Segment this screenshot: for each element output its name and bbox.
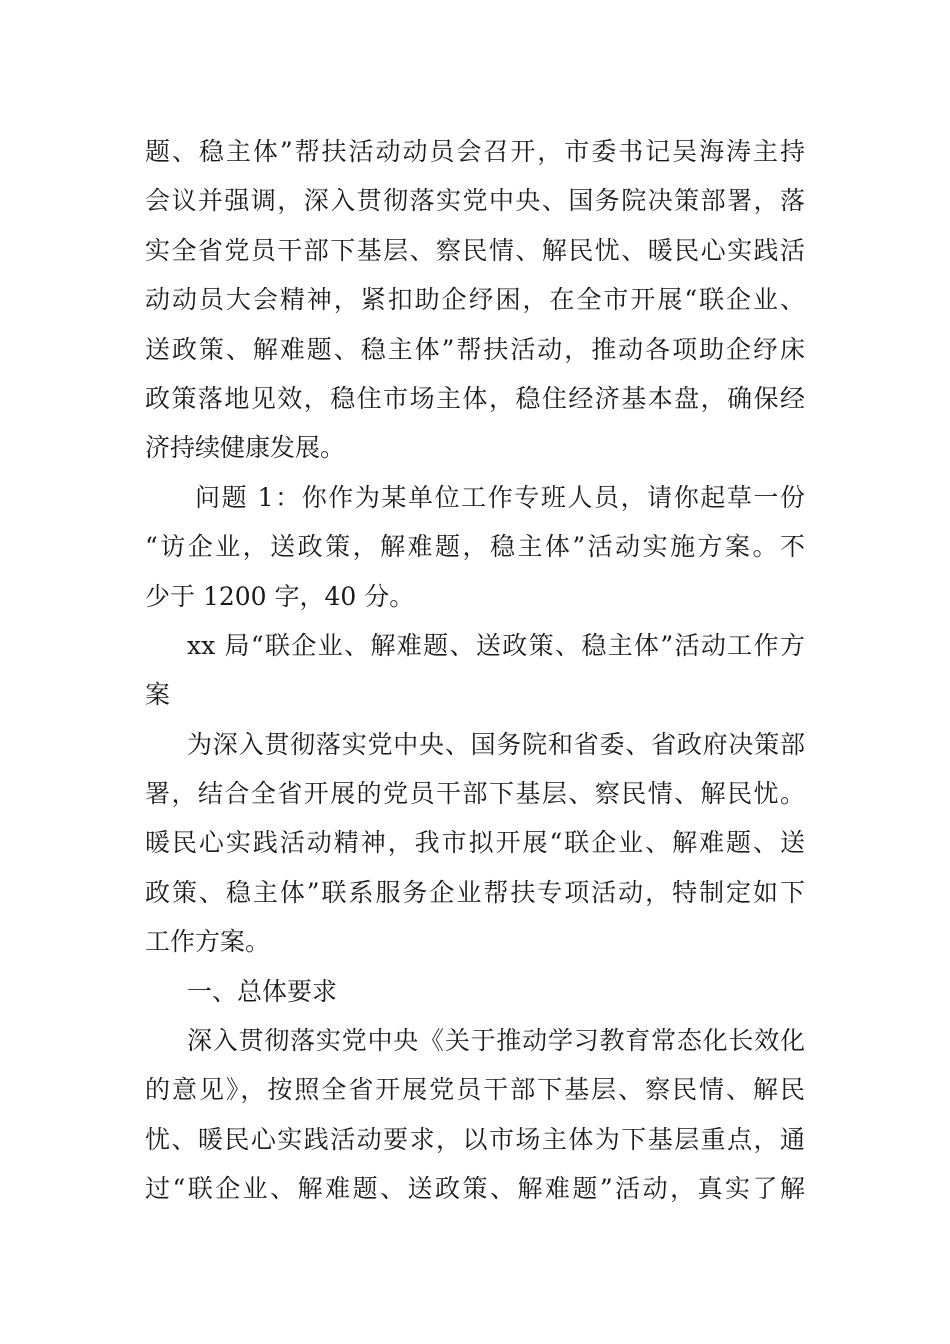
paragraph-general-requirements [145, 1016, 805, 1214]
text-line: 题、稳主体”帮扶活动动员会召开，市委书记吴海涛主持 [145, 137, 805, 166]
text-line: 问题 1：你作为某单位工作专班人员，请你起草一份 [195, 482, 805, 512]
text-line: 过“联企业、解难题、送政策、解难题”活动，真实了解 [145, 1174, 805, 1204]
section-heading-general-requirements [145, 967, 805, 1016]
text-line: 案 [145, 680, 171, 710]
document-page [145, 127, 805, 1214]
text-line: 济持续健康发展。 [145, 433, 346, 463]
text-line: 为深入贯彻落实党中央、国务院和省委、省政府决策部 [187, 729, 805, 759]
paragraph-preamble [145, 720, 805, 967]
text-line: 送政策、解难题、稳主体”帮扶活动，推动各项助企纾床 [145, 334, 805, 364]
text-line: xx 局“联企业、解难题、送政策、稳主体”活动工作方 [187, 630, 805, 660]
text-line: 署，结合全省开展的党员干部下基层、察民情、解民忧。 [145, 779, 805, 809]
text-line: 工作方案。 [145, 927, 271, 957]
text-line: 深入贯彻落实党中央《关于推动学习教育常态化长效化 [187, 1026, 805, 1056]
text-line: 政策落地见效，稳住市场主体，稳住经济基本盘，确保经 [145, 383, 805, 413]
paragraph-intro [145, 127, 805, 473]
text-line: 实全省党员干部下基层、察民情、解民忧、暖民心实践活 [145, 235, 805, 265]
text-line: 忧、暖民心实践活动要求，以市场主体为下基层重点，通 [145, 1124, 805, 1154]
text-line: 动动员大会精神，紧扣助企纾困，在全市开展“联企业、 [145, 285, 805, 315]
text-line: 一、总体要求 [187, 976, 338, 1006]
text-line: “访企业，送政策，解难题，稳主体”活动实施方案。不 [145, 532, 805, 562]
text-line: 暖民心实践活动精神，我市拟开展“联企业、解难题、送 [145, 828, 805, 858]
text-line: 政策、稳主体”联系服务企业帮扶专项活动，特制定如下 [145, 877, 805, 907]
paragraph-question [145, 473, 805, 621]
text-line: 会议并强调，深入贯彻落实党中央、国务院决策部署，落 [145, 186, 805, 216]
text-line: 少于 1200 字，40 分。 [145, 581, 415, 611]
text-line: 的意见》，按照全省开展党员干部下基层、察民情、解民 [145, 1075, 805, 1105]
paragraph-plan-title [145, 621, 805, 720]
